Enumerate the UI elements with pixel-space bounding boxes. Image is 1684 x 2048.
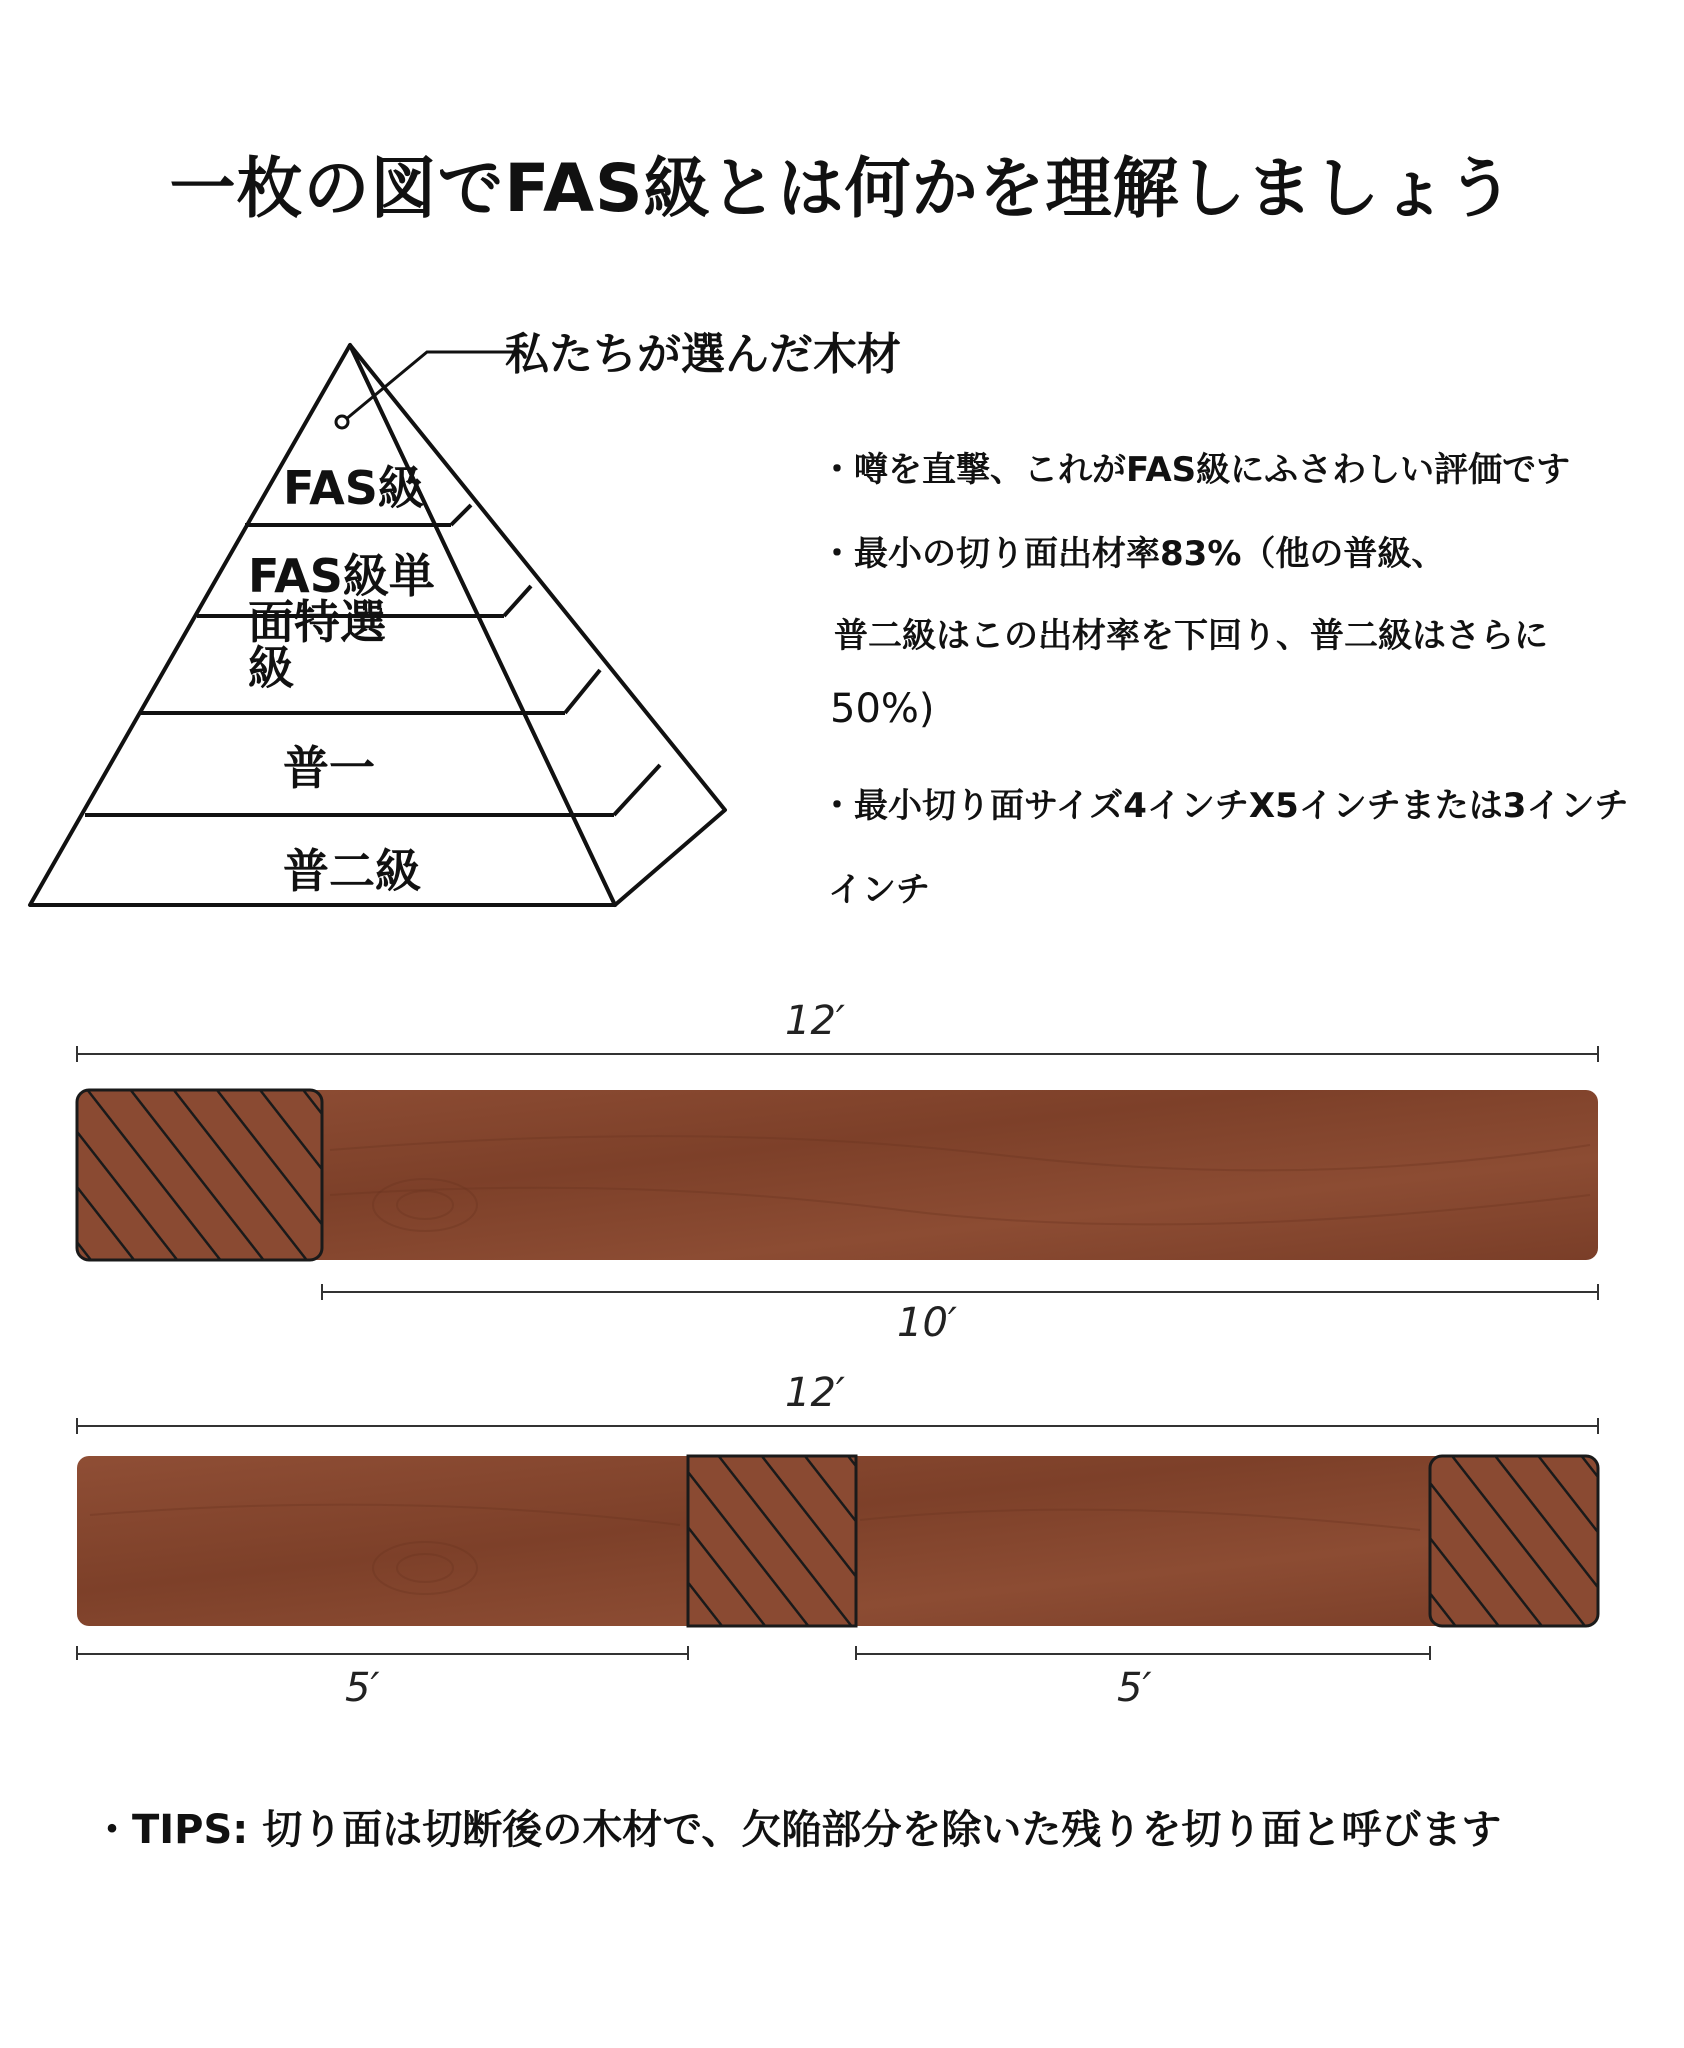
board1-defect [77, 1090, 322, 1260]
board1-total-label: 12′ [785, 998, 845, 1044]
board-diagrams [0, 980, 1684, 1660]
bullet-line-4: 50%) [830, 686, 935, 732]
bullet-line-5: ・最小切り面サイズ4インチX5インチまたは3インチ [820, 786, 1629, 826]
bullet-line-2: ・最小の切り面出材率83%（他の普級、 [820, 534, 1446, 574]
board1-clear-label: 10′ [897, 1300, 957, 1346]
pyramid-callout: 私たちが選んだ木材 [505, 329, 901, 380]
board2-defect-end [1430, 1456, 1598, 1626]
callout-marker [336, 416, 348, 428]
tier-label-fas-select: FAS級単 面特選 級 [248, 549, 435, 695]
board2-segment1-label: 5′ [345, 1665, 380, 1711]
page-title: 一枚の図でFAS級とは何かを理解しましょう [169, 150, 1515, 227]
bullet-line-3: 普二級はこの出材率を下回り、普二級はさらに [834, 616, 1548, 656]
board2-segment-dimensions [77, 1646, 1430, 1660]
tier-label-common1: 普一 [283, 741, 375, 795]
board1-total-dimension [77, 1046, 1598, 1062]
board2-segment2-label: 5′ [1117, 1665, 1152, 1711]
board2-total-label: 12′ [785, 1370, 845, 1416]
board2-defect-middle [688, 1456, 856, 1626]
bullet-line-1: ・噂を直撃、これがFAS級にふさわしい評価です [820, 450, 1571, 490]
tips-text: ・TIPS: 切り面は切断後の木材で、欠陥部分を除いた残りを切り面と呼びます [92, 1807, 1502, 1853]
board1-clear-dimension [322, 1284, 1598, 1300]
bullet-line-6: インチ [828, 870, 930, 910]
tier-label-common2: 普二級 [283, 844, 421, 898]
tier-label-fas: FAS級 [283, 461, 424, 515]
board2-total-dimension [77, 1418, 1598, 1434]
